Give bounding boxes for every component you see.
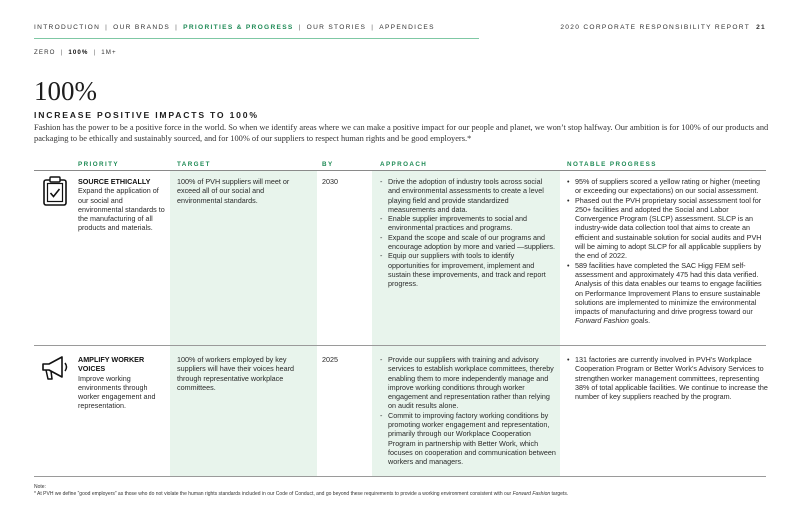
list-item: • 131 factories are currently involved in PVH’s Workplace Cooperation Program or Better Work’s Advisory Services to strengthen worker management committees, representing 38% of total applicable facilities. We continue to increase the number of key suppliers reached by the program.: [567, 355, 768, 401]
row2-priority: [78, 355, 166, 411]
clipboard-checklist-icon: [42, 176, 68, 206]
notable-tail: goals.: [628, 316, 651, 326]
nav-divider: [34, 38, 479, 39]
subnav-item-100[interactable]: 100%: [68, 49, 89, 56]
footnote-text: * At PVH we define “good employers” as those who do not violate the human rights standards included in our Code of Conduct, and go beyond these requirements to provide a working environment consistent with our: [34, 491, 513, 497]
row1-priority-title: SOURCE ETHICALLY: [78, 177, 151, 186]
list-item: • Phased out the PVH proprietary social assessment tool for 250+ facilities and adopted the Social and Labor Convergence Program (SLCP) assessment. SLCP is an industry-wide data collection tool that aims to create an efficient and sustainable solution for social audits and PVH will be aiming to adopt SLCP for all applicable suppliers by the end of 2022.: [567, 196, 768, 261]
row1-priority-desc: Expand the application of our social and environmental standards to the manufacturing of all products and materials.: [78, 186, 165, 233]
row2-approach: [380, 355, 556, 467]
list-item: - Expand the scope and scale of our programs and encourage adoption by more and varied —suppliers.: [380, 233, 556, 252]
subnav-separator: |: [60, 49, 64, 56]
col-header-priority: PRIORITY: [78, 161, 119, 168]
nav-item-priorities-progress[interactable]: PRIORITIES & PROGRESS: [183, 24, 294, 31]
footnote-label: Note:: [34, 484, 46, 490]
intro-paragraph: Fashion has the power to be a positive force in the world. So when we identify areas where we can make a positive impact for our people and planet, we won’t stop halfway. Our ambition is for 100% of our products and packaging to be ethically and sustainably sourced, and for 100% of our suppliers to respect human rights and be good employers.*: [34, 123, 769, 143]
nav-item-introduction[interactable]: INTRODUCTION: [34, 24, 101, 31]
list-item: • 95% of suppliers scored a yellow rating or higher (meeting or exceeding our expectations) on our social assessment.: [567, 177, 768, 196]
page-number: 21: [756, 24, 766, 31]
nav-item-our-stories[interactable]: OUR STORIES: [306, 24, 367, 31]
table-header-rule: [34, 170, 766, 171]
list-item: - Provide our suppliers with training and advisory services to establish workplace committees, thereby enabling them to more independently manage and improve working conditions through worker engagement and representation rather than relying on audit results alone.: [380, 355, 556, 411]
col-header-approach: APPROACH: [380, 161, 428, 168]
table-bottom-rule: [34, 476, 766, 477]
col-header-notable-progress: NOTABLE PROGRESS: [567, 161, 657, 168]
nav-separator: |: [371, 24, 375, 31]
notable-text: 589 facilities have completed the SAC Higg FEM self-assessment and approximately 475 had this data verified. Analysis of this data enables our teams to engage facilities on Performance Improvement Plans to ensure sustainable solutions are implemented to minimize the environmental impacts of manufacturing and drive progress toward our: [575, 260, 762, 317]
row1-priority: [78, 177, 166, 233]
list-item: - Drive the adoption of industry tools across social and environmental assessments to create a level playing field and provide standardized measurements and data.: [380, 177, 556, 214]
nav-separator: |: [175, 24, 179, 31]
row-divider: [34, 345, 766, 346]
footnote-tail: targets.: [550, 491, 569, 497]
list-item: - Commit to improving factory working conditions by promoting worker engagement and representation, primarily through our Workplace Cooperation Program in partnership with Better Work, which focuses on cooperation and communication between workers and managers.: [380, 411, 556, 467]
nav-item-our-brands[interactable]: OUR BRANDS: [113, 24, 171, 31]
row1-notable-progress: [567, 177, 768, 326]
col-header-target: TARGET: [177, 161, 211, 168]
subnav-separator: |: [93, 49, 97, 56]
page-title: 100%: [34, 76, 97, 106]
list-item: [567, 261, 768, 326]
nav-separator: |: [105, 24, 109, 31]
subnav-item-zero[interactable]: ZERO: [34, 49, 56, 56]
row1-approach: [380, 177, 556, 289]
footnote-italic: Forward Fashion: [512, 491, 551, 497]
row2-target: 100% of workers employed by key suppliers will have their voices heard through representative workplace committees.: [177, 355, 295, 392]
subnav-item-1m[interactable]: 1M+: [101, 49, 117, 56]
row1-by: 2030: [322, 177, 338, 186]
top-nav-items: [34, 24, 435, 31]
footnote: [34, 484, 774, 498]
row2-notable-progress: [567, 355, 768, 401]
report-header: [560, 24, 766, 31]
nav-item-appendices[interactable]: APPENDICES: [379, 24, 435, 31]
list-item: - Equip our suppliers with tools to identify opportunities for improvement, implement and sustain these improvements, and track and report progress.: [380, 251, 556, 288]
sub-nav: [34, 49, 117, 56]
top-nav: [34, 24, 766, 36]
row2-priority-desc: Improve working environments through worker engagement and representation.: [78, 373, 156, 411]
row2-priority-title: AMPLIFY WORKER VOICES: [78, 355, 145, 374]
megaphone-icon: [40, 354, 70, 382]
col-header-by: BY: [322, 161, 334, 168]
target-column-shade: [170, 171, 317, 476]
report-title: 2020 CORPORATE RESPONSIBILITY REPORT: [560, 24, 751, 31]
list-item: - Enable supplier improvements to social and environmental practices and programs.: [380, 214, 556, 233]
section-headline: INCREASE POSITIVE IMPACTS TO 100%: [34, 110, 259, 120]
nav-separator: |: [298, 24, 302, 31]
row2-by: 2025: [322, 355, 338, 364]
forward-fashion-italic: Forward Fashion: [575, 316, 629, 326]
row1-target: 100% of PVH suppliers will meet or exceed all of our social and environmental standards.: [177, 177, 290, 205]
